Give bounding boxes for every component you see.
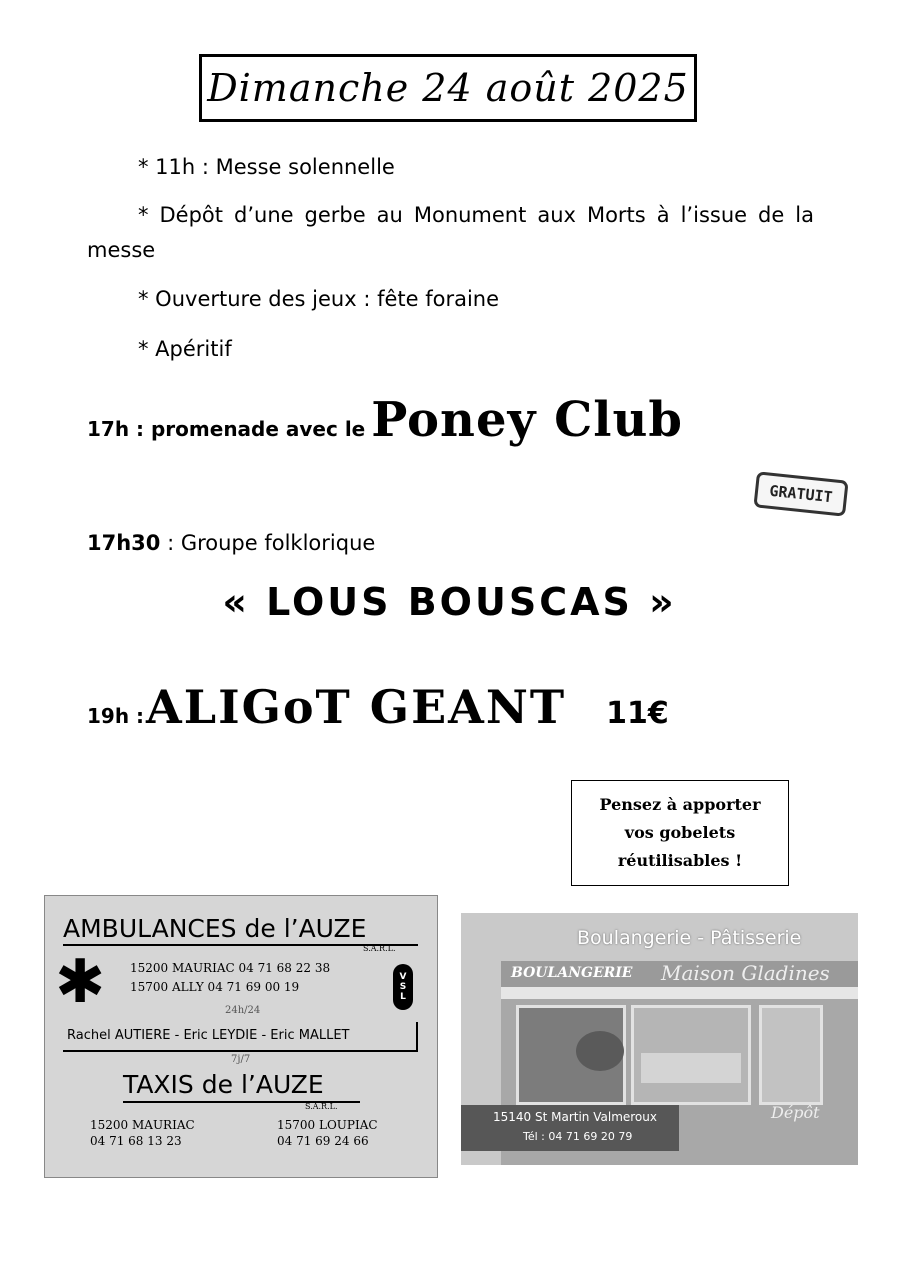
display-counter bbox=[641, 1053, 741, 1083]
folk-line bbox=[87, 531, 375, 555]
bakery-header: Boulangerie - Pâtisserie bbox=[577, 927, 802, 949]
bakery-photo-card bbox=[461, 913, 858, 1165]
plant bbox=[576, 1031, 624, 1071]
program-item-wreath: * Dépôt d’une gerbe au Monument aux Morts à l’issue de la messe bbox=[87, 203, 814, 262]
bakery-phone: Tél : 04 71 69 20 79 bbox=[523, 1130, 633, 1143]
taxis-sarl: S.A.R.L. bbox=[305, 1102, 338, 1111]
vsl-badge: VSL bbox=[393, 964, 413, 1010]
taxi-phone-loupiac: 04 71 69 24 66 bbox=[277, 1134, 369, 1148]
taxi-town-loupiac: 15700 LOUPIAC bbox=[277, 1118, 378, 1132]
taxis-title: TAXIS de l’AUZE bbox=[123, 1070, 324, 1099]
title-box bbox=[199, 54, 697, 122]
ambulance-phone-mauriac: 15200 MAURIAC 04 71 68 22 38 bbox=[130, 961, 331, 975]
taxi-town-mauriac: 15200 MAURIAC bbox=[90, 1118, 195, 1132]
bakery-address: 15140 St Martin Valmeroux bbox=[493, 1110, 657, 1124]
ambulance-phone-ally: 15700 ALLY 04 71 69 00 19 bbox=[130, 980, 300, 994]
side-window bbox=[759, 1005, 823, 1105]
hours-24-7: 24h/24 bbox=[225, 1005, 261, 1016]
free-stamp: GRATUIT bbox=[753, 471, 848, 516]
awning bbox=[501, 987, 858, 999]
reminder-line-3: réutilisables ! bbox=[617, 851, 743, 870]
shop-sign-text: BOULANGERIE bbox=[511, 965, 633, 981]
folk-time: 17h30 bbox=[87, 531, 161, 555]
shop-sign-name: Maison Gladines bbox=[661, 961, 830, 985]
aligot-time: 19h : bbox=[87, 704, 145, 728]
program-item-mass: * 11h : Messe solennelle bbox=[138, 155, 395, 179]
poney-club-name: Poney Club bbox=[371, 392, 683, 448]
days-7-7: 7j/7 bbox=[231, 1054, 251, 1065]
program-item-fair: * Ouverture des jeux : fête foraine bbox=[138, 287, 500, 311]
taxi-phone-mauriac: 04 71 68 13 23 bbox=[90, 1134, 182, 1148]
aligot-title: ALIGoT GEANT bbox=[146, 680, 567, 734]
ambulance-sarl: S.A.R.L. bbox=[363, 944, 396, 953]
folk-group-name: « LOUS BOUSCAS » bbox=[222, 580, 677, 624]
ambulance-title: AMBULANCES de l’AUZE bbox=[63, 914, 367, 943]
staff-names: Rachel AUTIERE - Eric LEYDIE - Eric MALLET bbox=[67, 1028, 350, 1043]
depot-script: Dépôt bbox=[771, 1103, 820, 1122]
reminder-line-1: Pensez à apporter bbox=[599, 795, 761, 814]
star-of-life-icon: ✱ bbox=[55, 947, 106, 1017]
folk-label: : Groupe folklorique bbox=[160, 531, 376, 555]
poney-prefix: 17h : promenade avec le bbox=[87, 417, 366, 441]
poney-line bbox=[87, 392, 683, 448]
reminder-line-2: vos gobelets bbox=[624, 823, 736, 842]
aligot-price: 11€ bbox=[606, 696, 669, 731]
aligot-line bbox=[87, 680, 669, 734]
program-item-aperitif: * Apéritif bbox=[138, 337, 232, 361]
event-date-title: Dimanche 24 août 2025 bbox=[207, 66, 689, 110]
reminder-box bbox=[571, 780, 789, 886]
ambulance-card bbox=[44, 895, 438, 1178]
